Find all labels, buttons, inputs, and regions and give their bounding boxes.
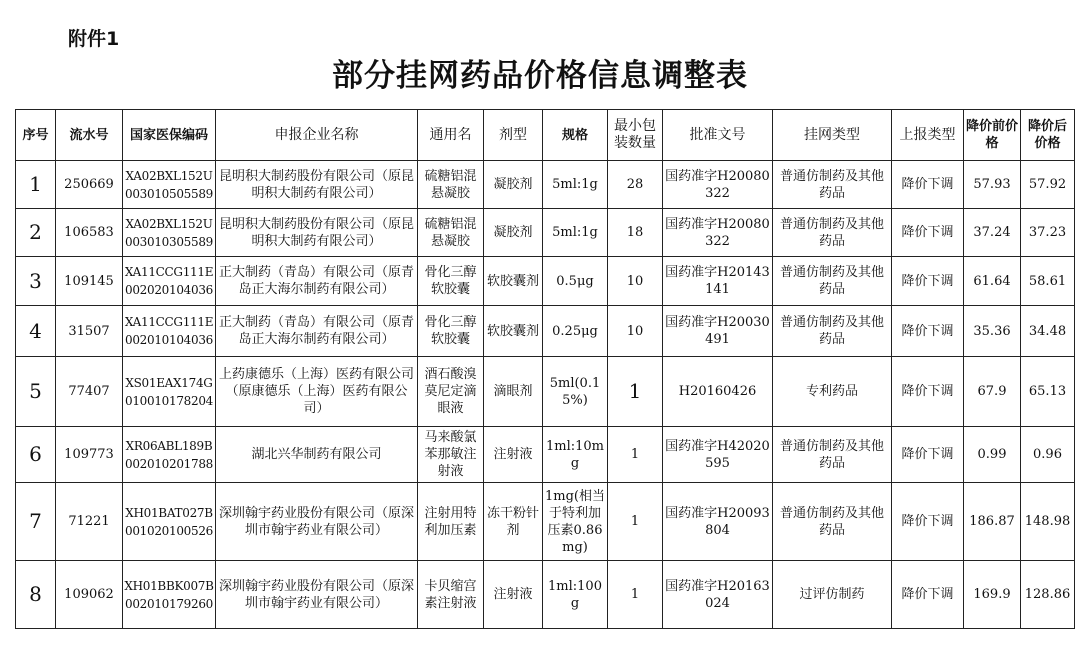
cell-form: 冻干粉针剂 <box>484 483 543 561</box>
cell-code: XS01EAX174G010010178204 <box>123 357 216 427</box>
cell-report: 降价下调 <box>892 561 964 629</box>
cell-spec: 0.5μg <box>543 257 608 306</box>
cell-price-before: 35.36 <box>964 306 1021 357</box>
cell-company: 正大制药（青岛）有限公司（原青岛正大海尔制药有限公司） <box>216 306 418 357</box>
cell-code: XR06ABL189B002010201788 <box>123 427 216 483</box>
cell-form: 软胶囊剂 <box>484 257 543 306</box>
cell-generic: 硫糖铝混悬凝胶 <box>418 209 484 257</box>
cell-serial: 109773 <box>56 427 123 483</box>
cell-serial: 250669 <box>56 161 123 209</box>
cell-form: 注射液 <box>484 427 543 483</box>
header-company: 申报企业名称 <box>216 110 418 161</box>
cell-spec: 5ml(0.15%) <box>543 357 608 427</box>
cell-form: 滴眼剂 <box>484 357 543 427</box>
cell-listing: 普通仿制药及其他药品 <box>773 161 892 209</box>
cell-serial: 71221 <box>56 483 123 561</box>
cell-approval: 国药准字H20080322 <box>663 161 773 209</box>
cell-min-pack: 1 <box>608 483 663 561</box>
cell-report: 降价下调 <box>892 209 964 257</box>
cell-min-pack: 18 <box>608 209 663 257</box>
table-row <box>16 357 1075 427</box>
cell-company: 昆明积大制药股份有限公司（原昆明积大制药有限公司） <box>216 161 418 209</box>
table-row <box>16 209 1075 257</box>
cell-serial: 109145 <box>56 257 123 306</box>
cell-report: 降价下调 <box>892 483 964 561</box>
cell-price-before: 67.9 <box>964 357 1021 427</box>
cell-serial: 31507 <box>56 306 123 357</box>
header-report: 上报类型 <box>892 110 964 161</box>
cell-generic: 酒石酸溴莫尼定滴眼液 <box>418 357 484 427</box>
cell-price-after: 65.13 <box>1021 357 1075 427</box>
header-spec: 规格 <box>543 110 608 161</box>
cell-spec: 1ml:100g <box>543 561 608 629</box>
cell-price-before: 0.99 <box>964 427 1021 483</box>
cell-spec: 1mg(相当于特利加压素0.86mg) <box>543 483 608 561</box>
cell-min-pack: 10 <box>608 257 663 306</box>
cell-form: 软胶囊剂 <box>484 306 543 357</box>
cell-approval: H20160426 <box>663 357 773 427</box>
cell-price-before: 37.24 <box>964 209 1021 257</box>
table-row <box>16 306 1075 357</box>
cell-company: 深圳翰宇药业股份有限公司（原深圳市翰宇药业有限公司） <box>216 561 418 629</box>
cell-seq: 2 <box>16 209 56 257</box>
header-price-before: 降价前价格 <box>964 110 1021 161</box>
cell-generic: 注射用特利加压素 <box>418 483 484 561</box>
cell-spec: 0.25μg <box>543 306 608 357</box>
cell-report: 降价下调 <box>892 357 964 427</box>
cell-seq: 5 <box>16 357 56 427</box>
cell-generic: 骨化三醇软胶囊 <box>418 257 484 306</box>
cell-min-pack: 28 <box>608 161 663 209</box>
cell-price-before: 57.93 <box>964 161 1021 209</box>
cell-spec: 5ml:1g <box>543 209 608 257</box>
table-row <box>16 561 1075 629</box>
cell-listing: 普通仿制药及其他药品 <box>773 306 892 357</box>
cell-company: 上药康德乐（上海）医药有限公司（原康德乐（上海）医药有限公司） <box>216 357 418 427</box>
cell-seq: 3 <box>16 257 56 306</box>
cell-min-pack: 1 <box>608 561 663 629</box>
cell-report: 降价下调 <box>892 427 964 483</box>
cell-generic: 马来酸氯苯那敏注射液 <box>418 427 484 483</box>
header-listing: 挂网类型 <box>773 110 892 161</box>
cell-listing: 普通仿制药及其他药品 <box>773 427 892 483</box>
header-approval: 批准文号 <box>663 110 773 161</box>
cell-price-before: 169.9 <box>964 561 1021 629</box>
header-seq: 序号 <box>16 110 56 161</box>
header-min-pack: 最小包装数量 <box>608 110 663 161</box>
cell-generic: 卡贝缩宫素注射液 <box>418 561 484 629</box>
cell-listing: 普通仿制药及其他药品 <box>773 483 892 561</box>
cell-price-after: 34.48 <box>1021 306 1075 357</box>
cell-price-before: 186.87 <box>964 483 1021 561</box>
table-row <box>16 483 1075 561</box>
cell-company: 正大制药（青岛）有限公司（原青岛正大海尔制药有限公司） <box>216 257 418 306</box>
header-code: 国家医保编码 <box>123 110 216 161</box>
cell-price-after: 58.61 <box>1021 257 1075 306</box>
cell-spec: 1ml:10mg <box>543 427 608 483</box>
table-row <box>16 161 1075 209</box>
cell-approval: 国药准字H20093804 <box>663 483 773 561</box>
page-title: 部分挂网药品价格信息调整表 <box>332 58 748 94</box>
table-row <box>16 257 1075 306</box>
cell-serial: 106583 <box>56 209 123 257</box>
header-serial: 流水号 <box>56 110 123 161</box>
price-adjustment-table <box>15 109 1075 629</box>
cell-price-after: 37.23 <box>1021 209 1075 257</box>
cell-form: 凝胶剂 <box>484 209 543 257</box>
cell-spec: 5ml:1g <box>543 161 608 209</box>
cell-approval: 国药准字H42020595 <box>663 427 773 483</box>
header-generic: 通用名 <box>418 110 484 161</box>
cell-seq: 7 <box>16 483 56 561</box>
cell-serial: 109062 <box>56 561 123 629</box>
cell-approval: 国药准字H20143141 <box>663 257 773 306</box>
header-form: 剂型 <box>484 110 543 161</box>
cell-generic: 硫糖铝混悬凝胶 <box>418 161 484 209</box>
cell-approval: 国药准字H20030491 <box>663 306 773 357</box>
cell-code: XH01BBK007B002010179260 <box>123 561 216 629</box>
cell-code: XA02BXL152U003010305589 <box>123 209 216 257</box>
header-price-after: 降价后价格 <box>1021 110 1075 161</box>
table-row <box>16 427 1075 483</box>
cell-min-pack: 1 <box>608 427 663 483</box>
cell-generic: 骨化三醇软胶囊 <box>418 306 484 357</box>
cell-report: 降价下调 <box>892 161 964 209</box>
cell-seq: 1 <box>16 161 56 209</box>
cell-seq: 8 <box>16 561 56 629</box>
cell-form: 注射液 <box>484 561 543 629</box>
cell-seq: 4 <box>16 306 56 357</box>
cell-min-pack: 1 <box>608 357 663 427</box>
cell-price-after: 0.96 <box>1021 427 1075 483</box>
cell-approval: 国药准字H20163024 <box>663 561 773 629</box>
cell-code: XA11CCG111E002020104036 <box>123 257 216 306</box>
header-row <box>16 110 1075 161</box>
cell-listing: 专利药品 <box>773 357 892 427</box>
cell-company: 湖北兴华制药有限公司 <box>216 427 418 483</box>
cell-listing: 普通仿制药及其他药品 <box>773 209 892 257</box>
cell-listing: 过评仿制药 <box>773 561 892 629</box>
cell-price-after: 148.98 <box>1021 483 1075 561</box>
cell-code: XA02BXL152U003010505589 <box>123 161 216 209</box>
cell-code: XA11CCG111E002010104036 <box>123 306 216 357</box>
cell-form: 凝胶剂 <box>484 161 543 209</box>
cell-price-after: 57.92 <box>1021 161 1075 209</box>
cell-price-before: 61.64 <box>964 257 1021 306</box>
cell-code: XH01BAT027B001020100526 <box>123 483 216 561</box>
cell-serial: 77407 <box>56 357 123 427</box>
cell-listing: 普通仿制药及其他药品 <box>773 257 892 306</box>
cell-seq: 6 <box>16 427 56 483</box>
cell-approval: 国药准字H20080322 <box>663 209 773 257</box>
attachment-label: 附件1 <box>68 28 120 50</box>
cell-report: 降价下调 <box>892 306 964 357</box>
cell-company: 昆明积大制药股份有限公司（原昆明积大制药有限公司） <box>216 209 418 257</box>
cell-report: 降价下调 <box>892 257 964 306</box>
cell-min-pack: 10 <box>608 306 663 357</box>
cell-company: 深圳翰宇药业股份有限公司（原深圳市翰宇药业有限公司） <box>216 483 418 561</box>
cell-price-after: 128.86 <box>1021 561 1075 629</box>
